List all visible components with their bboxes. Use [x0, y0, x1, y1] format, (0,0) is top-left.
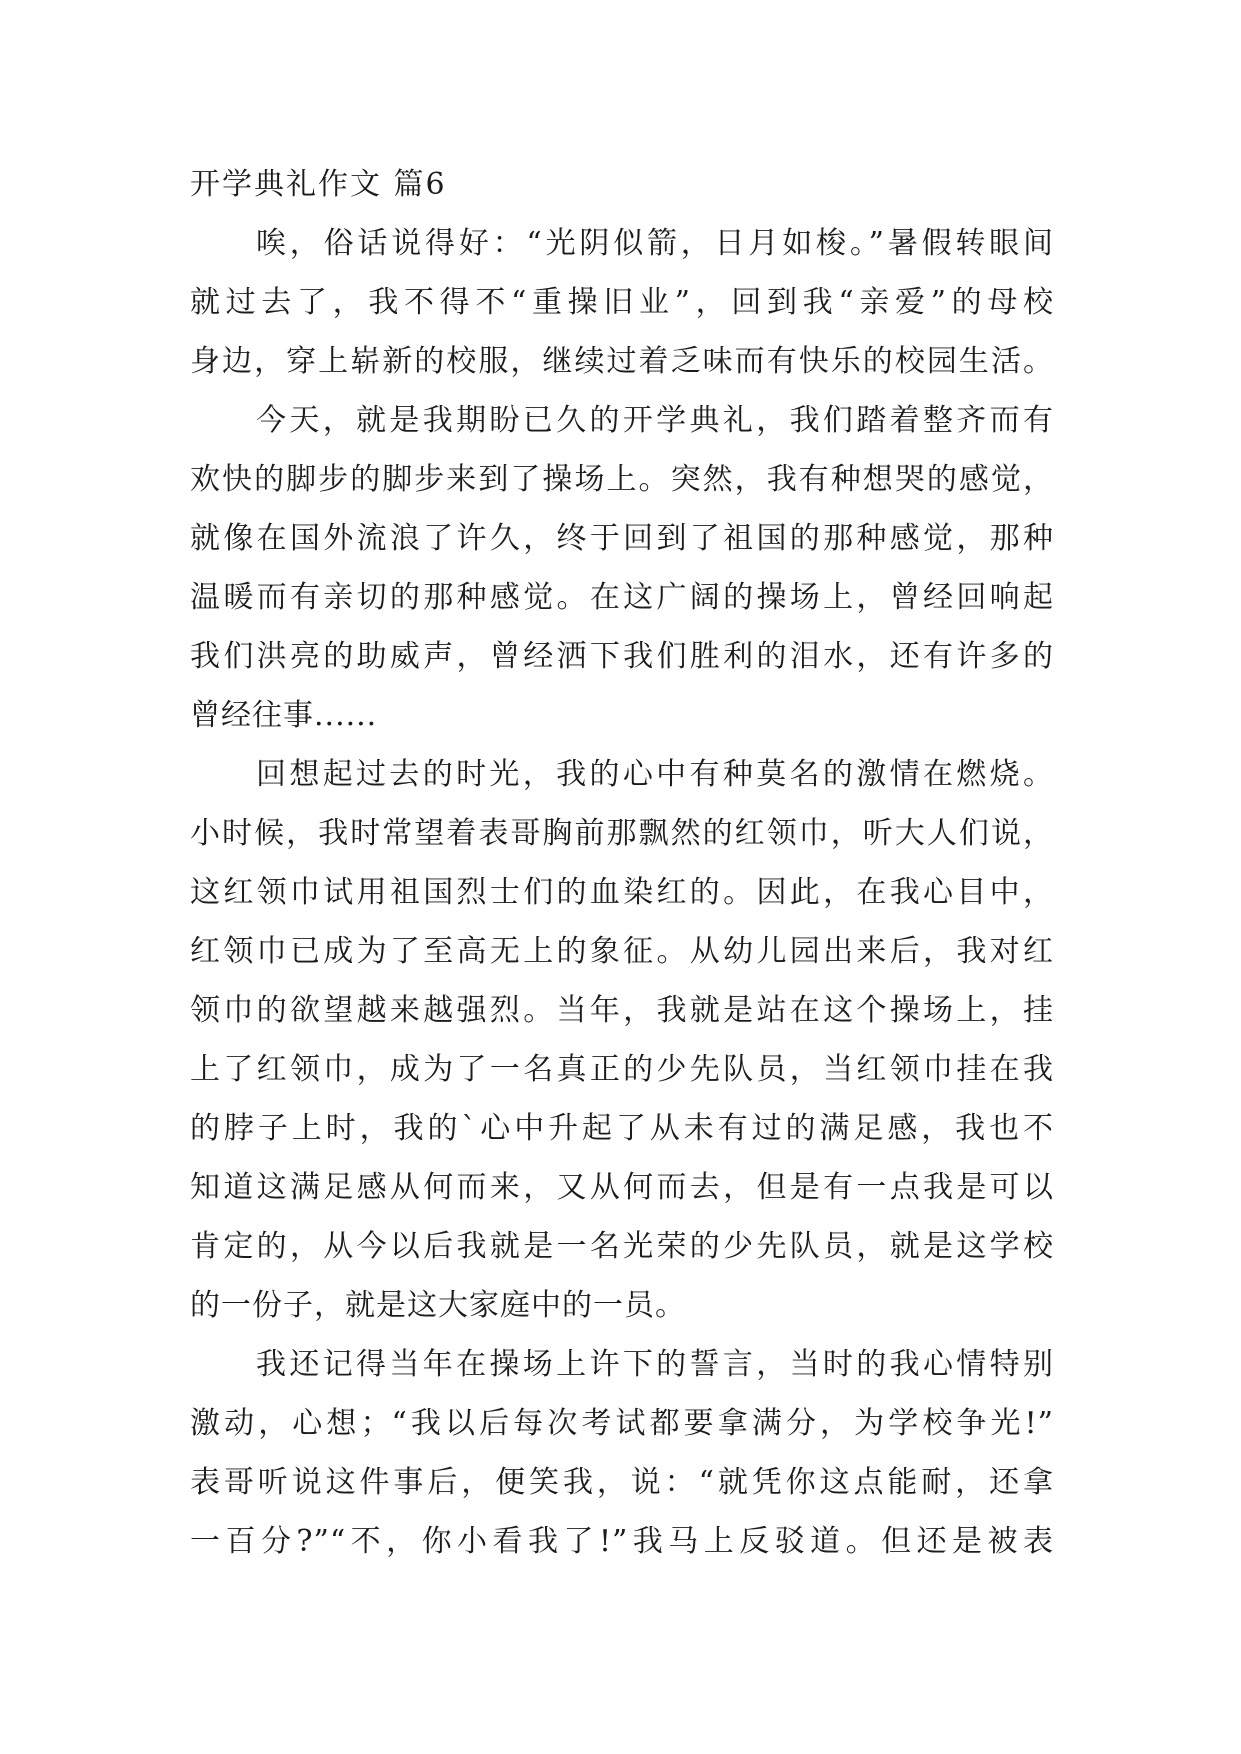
- text-line: 这红领巾试用祖国烈士们的血染红的。因此，在我心目中，: [190, 875, 1054, 910]
- text-line: 唉，俗话说得好：“光阴似箭，日月如梭。”暑假转眼间: [256, 226, 1054, 261]
- text-line: 温暖而有亲切的那种感觉。在这广阔的操场上，曾经回响起: [190, 580, 1054, 615]
- paragraph: [190, 1335, 1054, 1571]
- paragraph: [190, 745, 1054, 1335]
- text-line: 的脖子上时，我的`心中升起了从未有过的满足感，我也不: [190, 1111, 1054, 1146]
- text-line: 表哥听说这件事后，便笑我，说：“就凭你这点能耐，还拿: [190, 1465, 1054, 1500]
- text-line: 就像在国外流浪了许久，终于回到了祖国的那种感觉，那种: [190, 521, 1054, 556]
- text-line: 肯定的，从今以后我就是一名光荣的少先队员，就是这学校: [190, 1229, 1054, 1264]
- text-line: 欢快的脚步的脚步来到了操场上。突然，我有种想哭的感觉，: [190, 462, 1054, 497]
- text-line: 今天，就是我期盼已久的开学典礼，我们踏着整齐而有: [256, 403, 1054, 438]
- text-line: 知道这满足感从何而来，又从何而去，但是有一点我是可以: [190, 1170, 1054, 1205]
- text-line: 的一份子，就是这大家庭中的一员。: [190, 1288, 686, 1323]
- text-line: 就过去了，我不得不“重操旧业”，回到我“亲爱”的母校: [190, 285, 1054, 320]
- text-line: 我们洪亮的助威声，曾经洒下我们胜利的泪水，还有许多的: [190, 639, 1054, 674]
- document-body: [190, 155, 1054, 1571]
- text-line: 领巾的欲望越来越强烈。当年，我就是站在这个操场上，挂: [190, 993, 1054, 1028]
- text-line: 红领巾已成为了至高无上的象征。从幼儿园出来后，我对红: [190, 934, 1054, 969]
- paragraph: [190, 214, 1054, 391]
- text-line: 激动，心想；“我以后每次考试都要拿满分，为学校争光!”: [190, 1406, 1054, 1441]
- text-line: 我还记得当年在操场上许下的誓言，当时的我心情特别: [256, 1347, 1054, 1382]
- text-line: 一百分?”“不，你小看我了!”我马上反驳道。但还是被表: [190, 1524, 1054, 1559]
- text-line: 小时候，我时常望着表哥胸前那飘然的红领巾，听大人们说，: [190, 816, 1054, 851]
- document-title: 开学典礼作文 篇6: [190, 167, 447, 202]
- paragraph: [190, 391, 1054, 745]
- text-line: 身边，穿上崭新的校服，继续过着乏味而有快乐的校园生活。: [190, 344, 1054, 379]
- text-line: 曾经往事......: [190, 698, 378, 733]
- text-line: 回想起过去的时光，我的心中有种莫名的激情在燃烧。: [256, 757, 1054, 792]
- text-line: 上了红领巾，成为了一名真正的少先队员，当红领巾挂在我: [190, 1052, 1054, 1087]
